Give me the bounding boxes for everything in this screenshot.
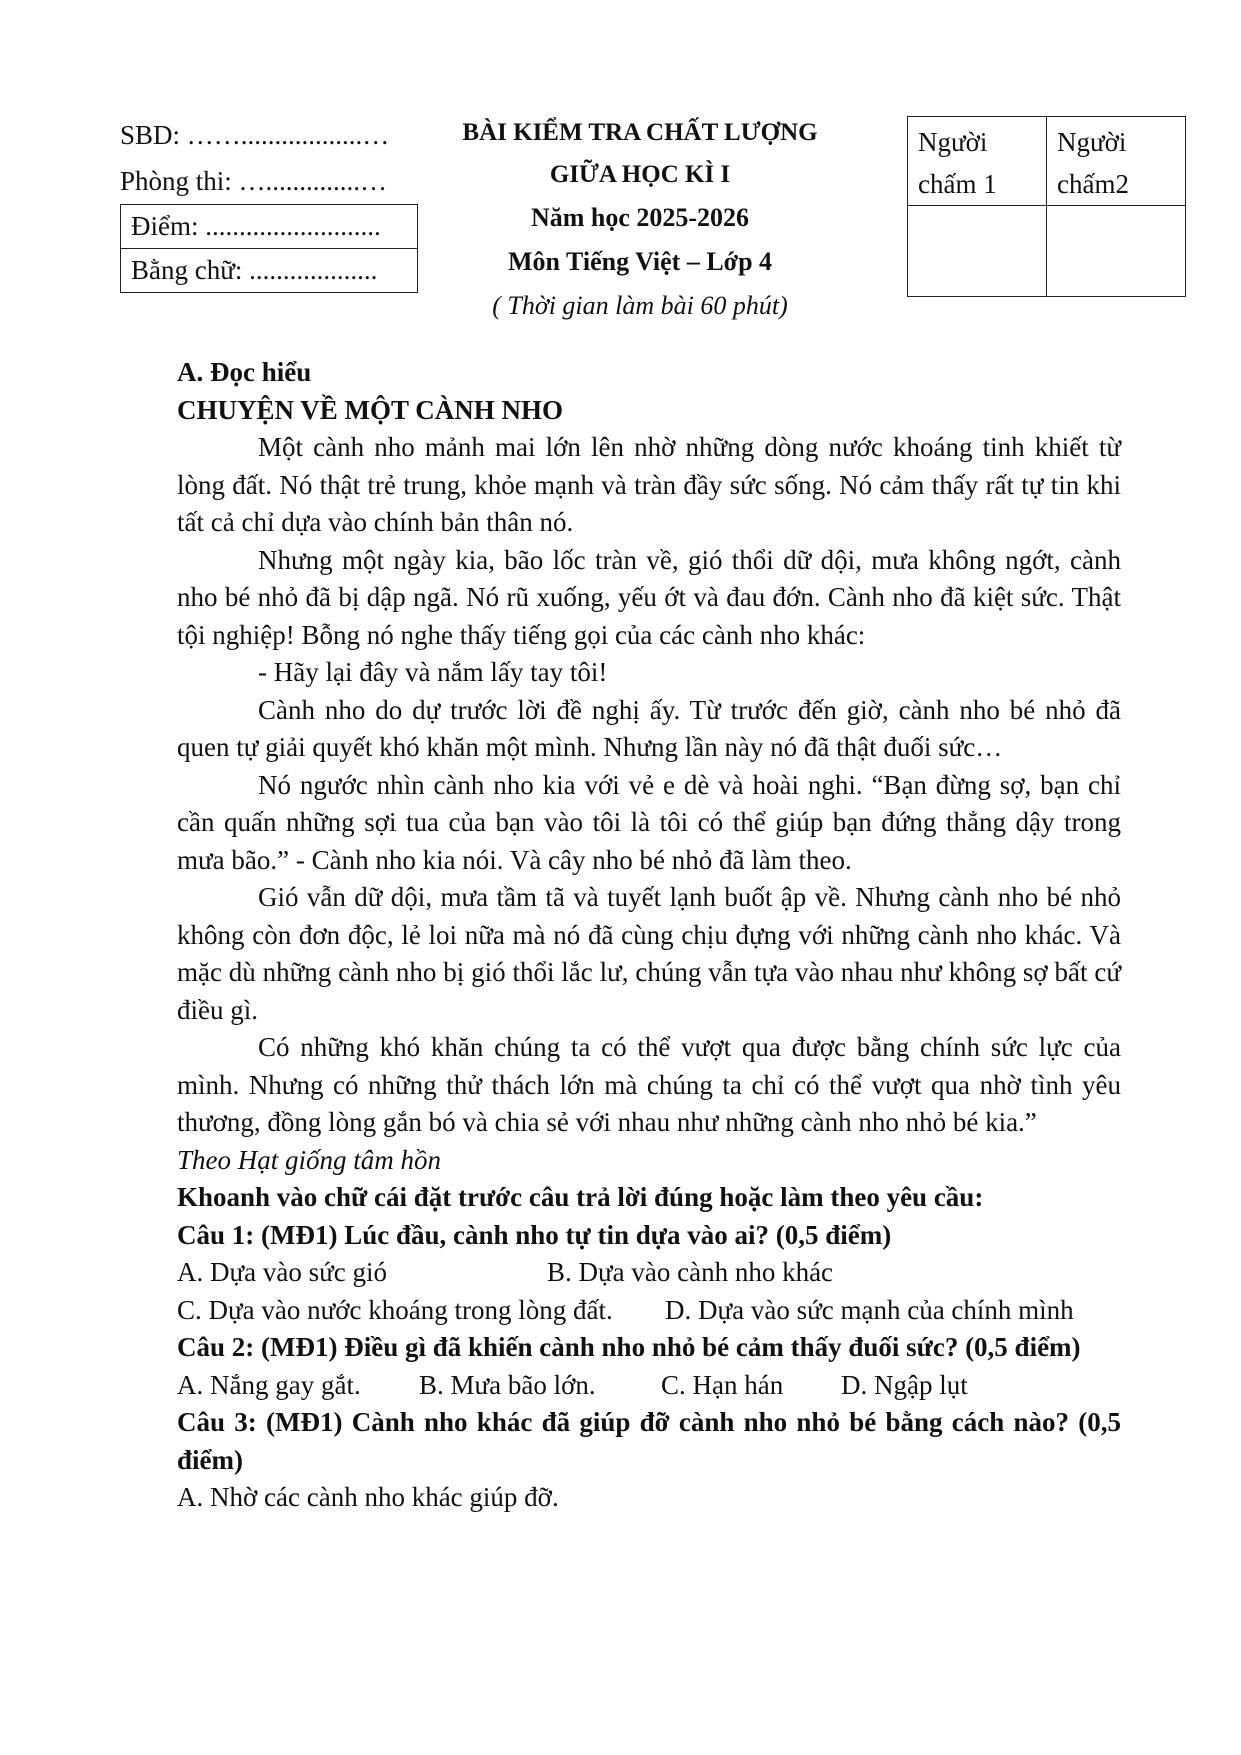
story-paragraph: Có những khó khăn chúng ta có thể vượt qua được bằng chính sức lực của mình. Nhưng có những thử thách lớn mà chúng ta chỉ có thể vượt qua nhờ tình yêu thương, đồng lòng gắn bó và chia sẻ với nhau như những cành nho nhỏ bé kia.”: [177, 1032, 1121, 1137]
exam-header: [440, 112, 840, 328]
option-a[interactable]: A. Nắng gay gắt.: [177, 1369, 361, 1400]
grader-1-signature-cell: [908, 206, 1047, 297]
story-paragraph: Gió vẫn dữ dội, mưa tầm tã và tuyết lạnh buốt ập về. Nhưng cành nho bé nhỏ không còn đơn độc, lẻ loi nữa mà nó đã cùng chịu đựng với những cành nho khác. Và mặc dù những cành nho bị gió thổi lắc lư, chúng vẫn tựa vào nhau như không sợ bất cứ điều gì.: [177, 882, 1121, 1025]
grader-table: [907, 116, 1186, 297]
grader-1-label-line1: Người: [918, 127, 988, 157]
grader-2-header: [1047, 117, 1186, 206]
time-limit: ( Thời gian làm bài 60 phút): [492, 291, 788, 320]
option-d[interactable]: D. Ngập lụt: [841, 1369, 968, 1400]
exam-title-line1: BÀI KIỂM TRA CHẤT LƯỢNG: [462, 119, 818, 146]
grader-2-label-line2: chấm2: [1057, 169, 1129, 199]
question-1-options-row1: [177, 1254, 1121, 1292]
school-year: Năm học 2025-2026: [530, 203, 750, 232]
grader-1-label-line2: chấm 1: [918, 169, 997, 199]
grader-1-header: [908, 117, 1047, 206]
score-box: [120, 204, 418, 293]
story-paragraph: Một cành nho mảnh mai lớn lên nhờ những dòng nước khoáng tinh khiết từ lòng đất. Nó thật trẻ trung, khỏe mạnh và tràn đầy sức sống. Nó cảm thấy rất tự tin khi tất cả chỉ dựa vào chính bản thân nó.: [177, 432, 1121, 537]
story-paragraph: - Hãy lại đây và nắm lấy tay tôi!: [258, 657, 608, 687]
instruction: Khoanh vào chữ cái đặt trước câu trả lời đúng hoặc làm theo yêu cầu:: [177, 1182, 984, 1212]
header-left: [120, 112, 389, 204]
question-2: Câu 2: (MĐ1) Điều gì đã khiến cành nho nhỏ bé cảm thấy đuối sức? (0,5 điểm): [177, 1332, 1081, 1362]
story-paragraph: Nó ngước nhìn cành nho kia với vẻ e dè và hoài nghi. “Bạn đừng sợ, bạn chỉ cần quấn những sợi tua của bạn vào tôi là tôi có thể giúp bạn đứng thẳng dậy trong mưa bão.” - Cành nho kia nói. Và cây nho bé nhỏ đã làm theo.: [177, 769, 1121, 875]
story-paragraph: Nhưng một ngày kia, bão lốc tràn về, gió thổi dữ dội, mưa không ngớt, cành nho bé nhỏ đã bị dập ngã. Nó rũ xuống, yếu ớt và đau đớn. Cành nho đã kiệt sức. Thật tội nghiệp! Bỗng nó nghe thấy tiếng gọi của các cành nho khác:: [177, 544, 1121, 650]
story-title: CHUYỆN VỀ MỘT CÀNH NHO: [177, 394, 564, 425]
score-field: Điểm: ..........................: [131, 211, 381, 241]
option-b[interactable]: B. Dựa vào cành nho khác: [547, 1257, 834, 1287]
question-2-options: [177, 1367, 1121, 1405]
option-c[interactable]: C. Dựa vào nước khoáng trong lòng đất.: [177, 1294, 613, 1325]
question-1-options-row2: [177, 1292, 1121, 1330]
score-in-words-field: Bằng chữ: ...................: [121, 248, 417, 292]
subject-line: Môn Tiếng Việt – Lớp 4: [507, 247, 773, 276]
section-heading: A. Đọc hiểu: [177, 357, 312, 387]
main-content: [177, 354, 1121, 1517]
exam-room-field: Phòng thi: …..............…: [120, 166, 388, 196]
option-a[interactable]: A. Dựa vào sức gió: [177, 1257, 387, 1287]
exam-title-line2: GIỮA HỌC KÌ I: [549, 161, 731, 188]
grader-2-label-line1: Người: [1057, 127, 1127, 157]
story-paragraph: Cành nho do dự trước lời đề nghị ấy. Từ trước đến giờ, cành nho bé nhỏ đã quen tự giải quyết khó khăn một mình. Nhưng lần này nó đã thật đuối sức…: [177, 694, 1121, 762]
option-b[interactable]: B. Mưa bão lớn.: [419, 1369, 596, 1400]
grader-2-signature-cell: [1047, 206, 1186, 297]
sbd-field: SBD: ……..................…: [120, 120, 390, 150]
question-3: Câu 3: (MĐ1) Cành nho khác đã giúp đỡ cành nho nhỏ bé bằng cách nào? (0,5 điểm): [177, 1407, 1121, 1475]
question-3-options: [177, 1479, 1121, 1517]
story-source: Theo Hạt giống tâm hồn: [177, 1144, 442, 1175]
question-1: Câu 1: (MĐ1) Lúc đầu, cành nho tự tin dựa vào ai? (0,5 điểm): [177, 1219, 892, 1250]
option-c[interactable]: C. Hạn hán: [661, 1369, 784, 1400]
option-a[interactable]: A. Nhờ các cành nho khác giúp đỡ.: [177, 1482, 559, 1512]
option-d[interactable]: D. Dựa vào sức mạnh của chính mình: [665, 1294, 1074, 1325]
